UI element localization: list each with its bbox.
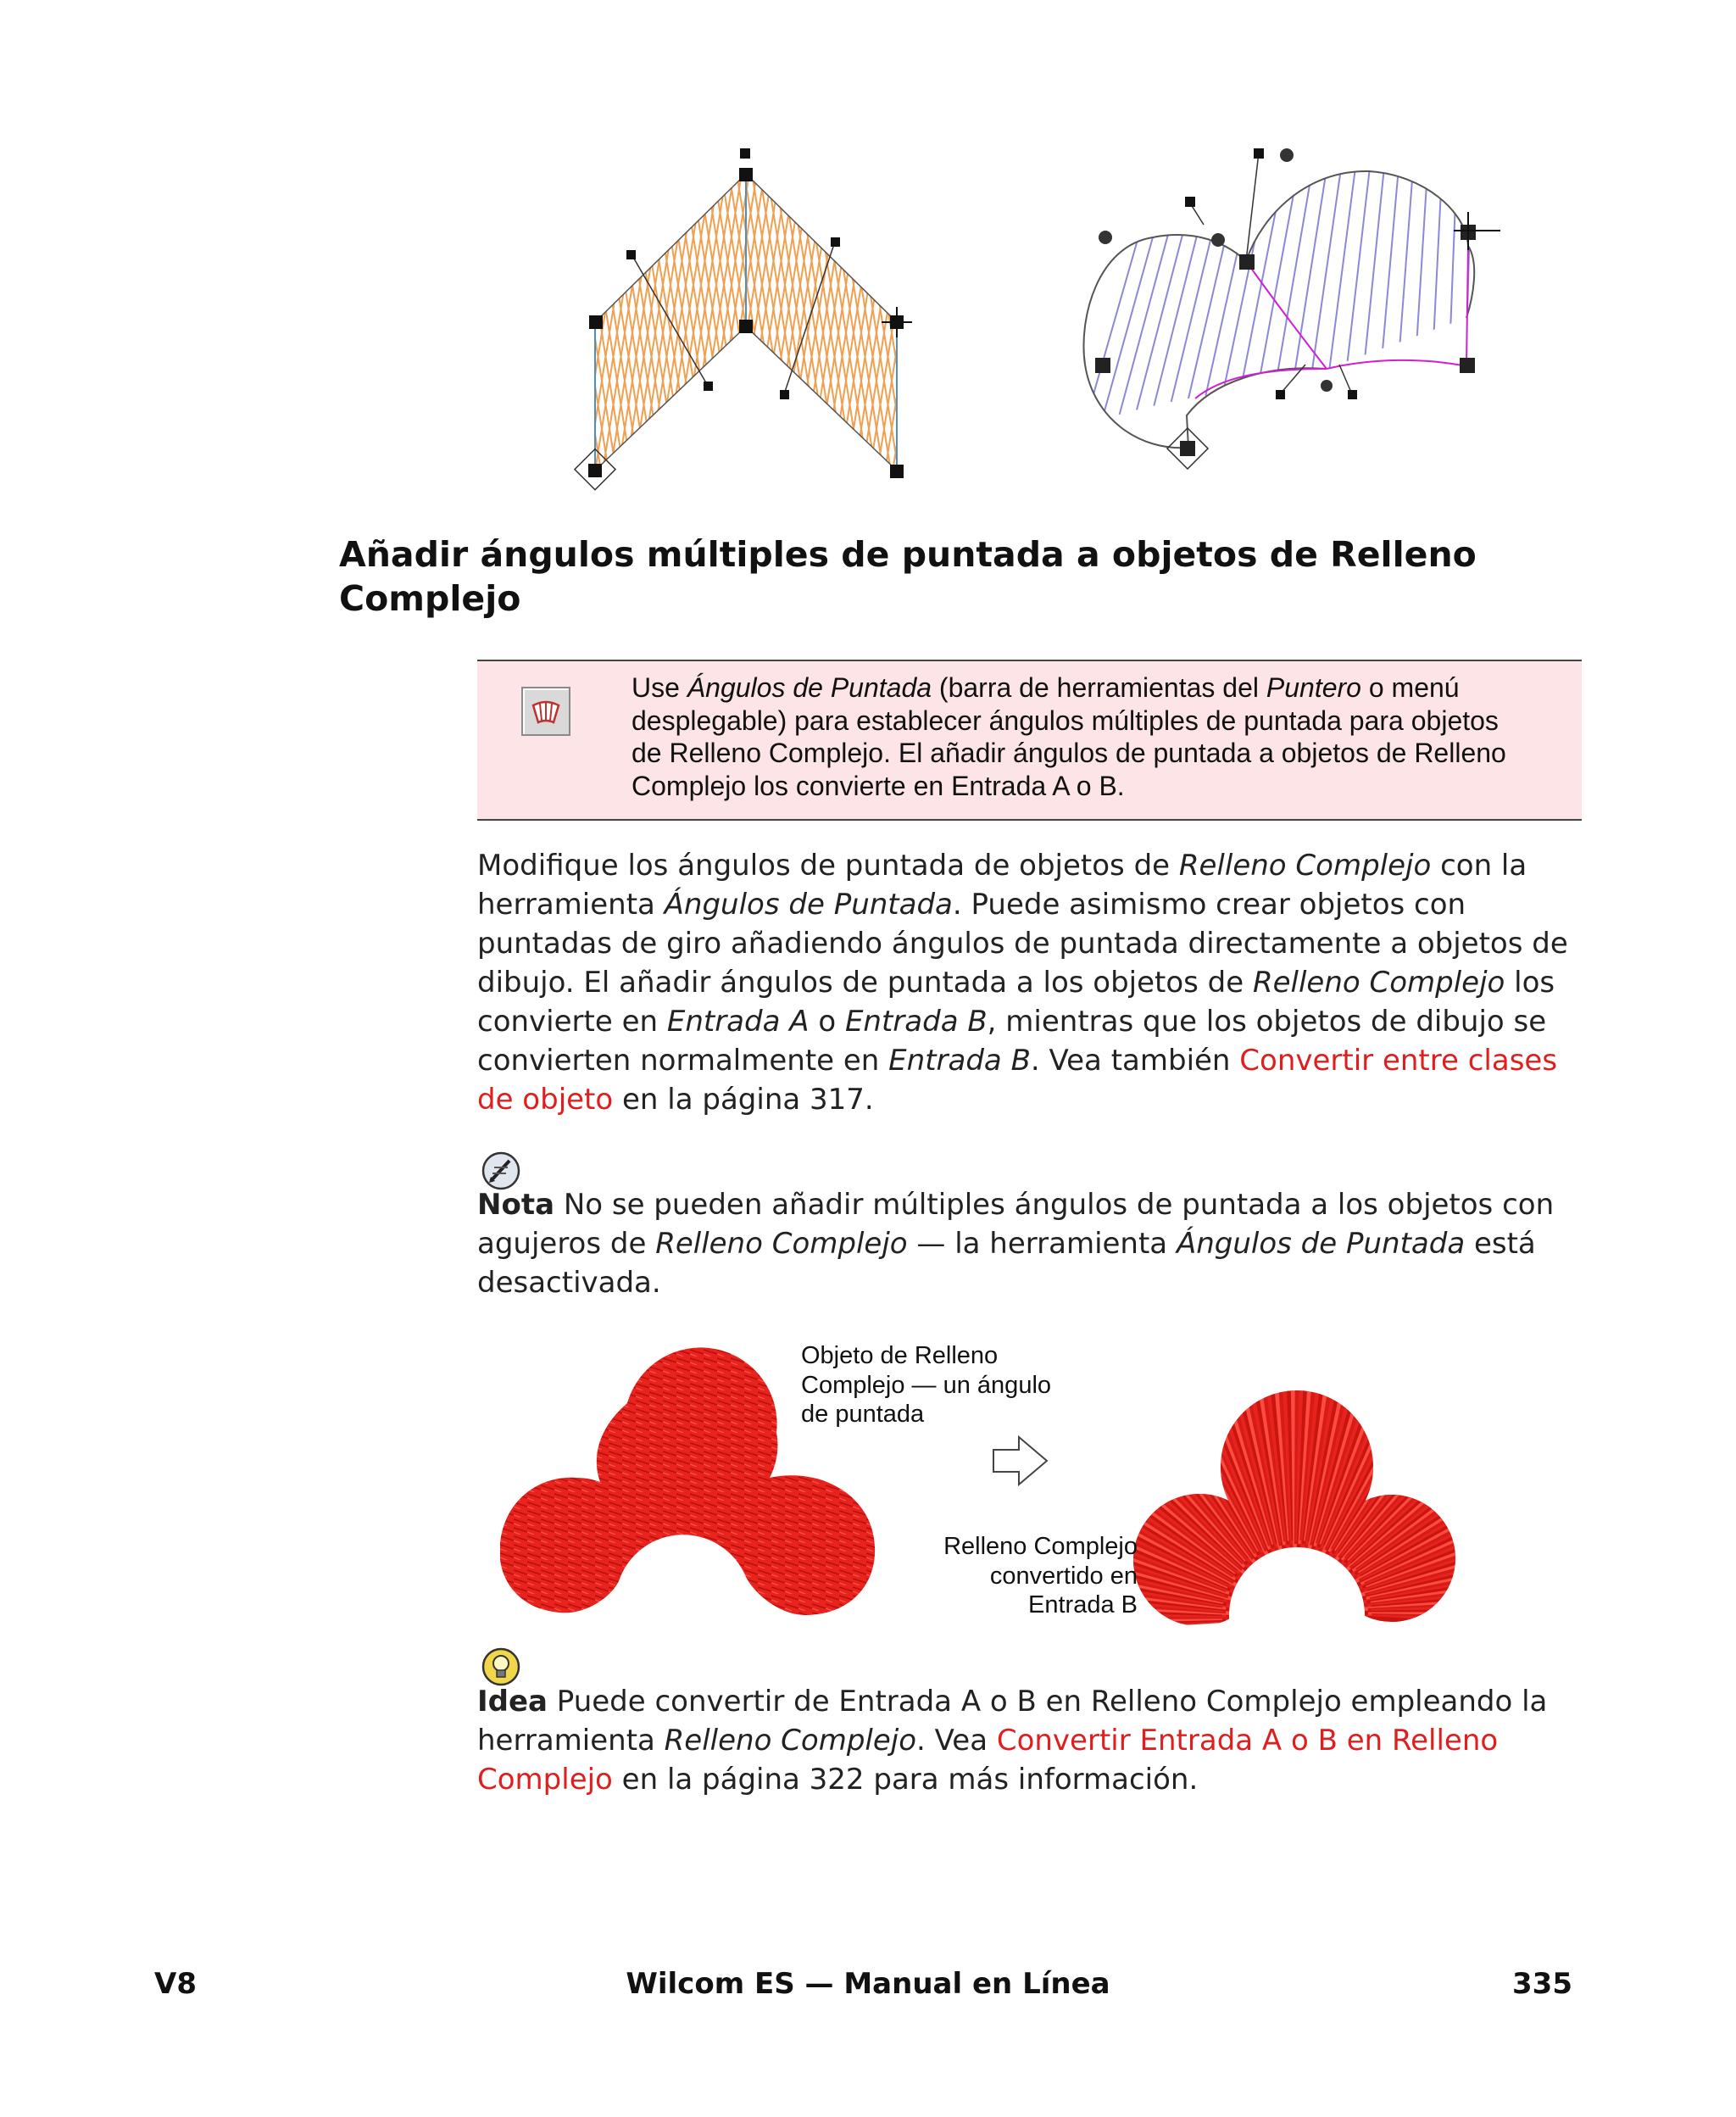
stitch-angles-glyph-icon <box>523 688 569 734</box>
note-text: No se pueden añadir múltiples ángulos de puntada a los objetos con agujeros de <box>477 1188 1555 1261</box>
footer-page-number: 335 <box>1512 1967 1572 2001</box>
body-em: Entrada B <box>844 1005 988 1039</box>
footer-version: V8 <box>154 1967 197 2001</box>
caption-line: de puntada <box>801 1401 925 1428</box>
tip-text <box>632 671 1564 802</box>
tool-tip-box <box>477 660 1582 821</box>
note-paragraph <box>477 1185 1588 1302</box>
idea-label: Idea <box>477 1685 548 1719</box>
note-em: Relleno Complejo <box>655 1227 908 1261</box>
lightbulb-icon <box>481 1646 521 1687</box>
note-label: Nota <box>477 1188 555 1222</box>
body-text: . Vea también <box>1030 1044 1240 1078</box>
link-convertir-clases[interactable]: Convertir entre clases de objeto <box>477 1044 1558 1117</box>
link-convertir-entrada[interactable]: Convertir Entrada A o B en Relleno Complejo <box>477 1724 1499 1797</box>
tip-tool-name: Ángulos de Puntada <box>687 672 932 703</box>
section-heading <box>339 532 1594 621</box>
body-em: Entrada B <box>888 1044 1031 1078</box>
body-text: , mientras que los objetos de dibujo se convierten normalmente en <box>477 1005 1547 1078</box>
tip-use: Use <box>632 672 687 703</box>
caption-line: Complejo — un ángulo <box>801 1371 1052 1399</box>
body-text: o <box>809 1005 845 1039</box>
right-arrow-icon <box>993 1437 1047 1485</box>
footer-title: Wilcom ES — Manual en Línea <box>626 1967 1110 2001</box>
stitch-angles-tool-icon[interactable] <box>521 687 570 736</box>
stitch-angle-diagrams <box>542 136 1594 509</box>
note-text: está desactivada. <box>477 1227 1536 1300</box>
body-text: . Puede asimismo crear objetos con puntadas de giro añadiendo ángulos de puntada directamente a objetos de dibujo. El añadir ángulos de puntada a los objetos de <box>477 888 1568 1000</box>
note-text: — la herramienta <box>907 1227 1177 1261</box>
body-text: Modifique los ángulos de puntada de objetos de <box>477 849 1179 883</box>
tip-line3: de Relleno Complejo. El añadir ángulos de puntada a objetos de Relleno <box>632 738 1506 768</box>
idea-em: Relleno Complejo <box>664 1724 917 1758</box>
heart-stitch-diagram <box>1083 148 1500 469</box>
body-em: Entrada A <box>666 1005 810 1039</box>
tip-toolbar-name: Puntero <box>1266 672 1361 703</box>
caption-line: Objeto de Relleno <box>801 1342 999 1369</box>
caption-line: Entrada B <box>1028 1591 1138 1618</box>
idea-text: en la página 322 para más información. <box>612 1763 1199 1797</box>
body-paragraph <box>477 846 1588 1119</box>
body-text: con la herramienta <box>477 849 1527 922</box>
body-text: los convierte en <box>477 966 1555 1039</box>
body-em: Relleno Complejo <box>1178 849 1432 883</box>
tip-line1-end: o menú <box>1360 672 1460 703</box>
caption-complex-fill <box>801 1341 1051 1429</box>
caption-converted <box>899 1532 1138 1620</box>
note-em: Ángulos de Puntada <box>1176 1227 1466 1261</box>
idea-text: Puede convertir de Entrada A o B en Relleno Complejo empleando la herramienta <box>477 1685 1548 1758</box>
idea-paragraph <box>477 1682 1588 1799</box>
chevron-stitch-diagram <box>542 136 1042 509</box>
caption-line: Relleno Complejo <box>943 1533 1138 1560</box>
heading-line2: Complejo <box>339 578 521 619</box>
heading-line1: Añadir ángulos múltiples de puntada a objetos de Relleno <box>339 534 1477 575</box>
body-text: en la página 317. <box>613 1083 874 1117</box>
caption-line: convertido en <box>989 1562 1138 1590</box>
idea-text: . Vea <box>916 1724 997 1758</box>
body-em: Relleno Complejo <box>1252 966 1505 1000</box>
body-em: Ángulos de Puntada <box>664 888 953 922</box>
tip-mid: (barra de herramientas del <box>932 672 1266 703</box>
tip-line2: desplegable) para establecer ángulos múltiples de puntada para objetos <box>632 705 1499 736</box>
tip-line4: Complejo los convierte en Entrada A o B. <box>632 770 1125 801</box>
